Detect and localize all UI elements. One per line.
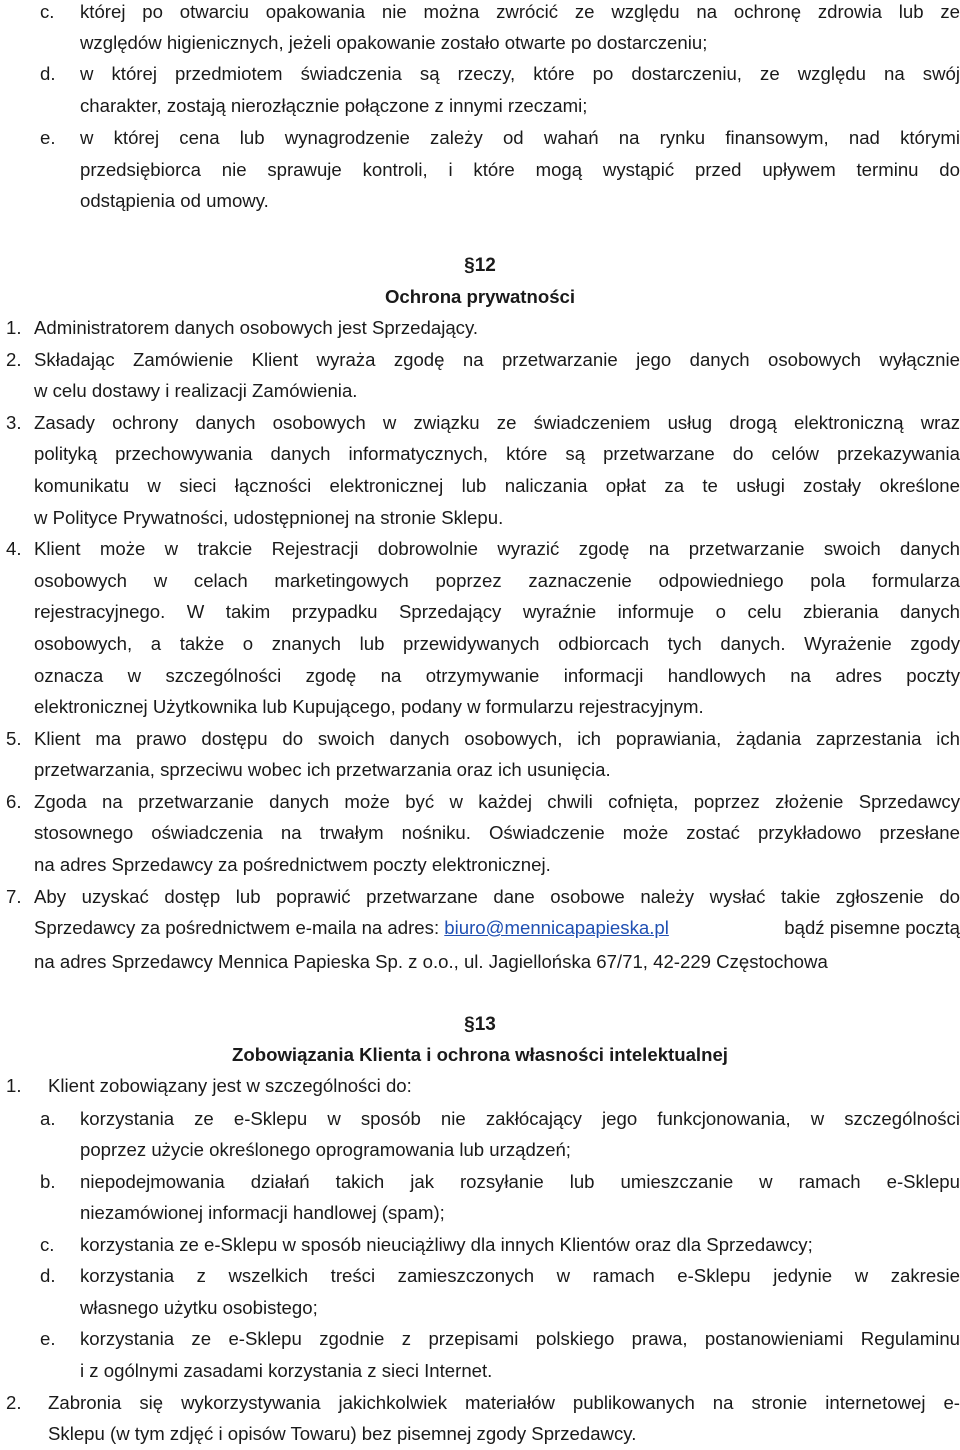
list-item-line: i z ogólnymi zasadami korzystania z sieci Internet. <box>80 1360 493 1381</box>
list-marker: 3. <box>6 412 22 433</box>
list-item-line: na adres Sprzedawcy za pośrednictwem poczty elektronicznej. <box>34 854 551 875</box>
list-item-line: przedsiębiorca nie sprawuje kontroli, i które mogą wystąpić przed upływem terminu do <box>80 159 960 180</box>
list-item-line: osobowych, a także o znanych lub przewidywanych odbiorcach tych danych. Wyrażenie zgody <box>34 633 960 654</box>
list-item-line: charakter, zostają nierozłącznie połączone z innymi rzeczami; <box>80 95 588 116</box>
list-item-line: odstąpienia od umowy. <box>80 190 269 211</box>
list-item-line: korzystania ze e-Sklepu w sposób nieuciążliwy dla innych Klientów oraz dla Sprzedawcy; <box>80 1234 813 1255</box>
list-marker: e. <box>40 1328 56 1349</box>
list-item-line: w której cena lub wynagrodzenie zależy od wahań na rynku finansowym, nad którymi <box>80 127 960 148</box>
list-marker: 4. <box>6 538 22 559</box>
list-item-line: na adres Sprzedawcy Mennica Papieska Sp. z o.o., ul. Jagiellońska 67/71, 42-229 Częstochowa <box>34 951 828 972</box>
list-item-line: przetwarzania, sprzeciwu wobec ich przetwarzania oraz ich usunięcia. <box>34 759 611 780</box>
list-marker: b. <box>40 1171 56 1192</box>
list-item-line <box>34 916 960 940</box>
list-item-line: korzystania ze e-Sklepu w sposób nie zakłócający jego funkcjonowania, w szczególności <box>80 1108 960 1129</box>
list-item-line: Zabronia się wykorzystywania jakichkolwiek materiałów publikowanych na stronie internetowej e- <box>48 1392 960 1413</box>
list-item-text: bądź pisemne pocztą <box>779 917 960 938</box>
list-marker: 1. <box>6 1075 22 1096</box>
list-item-line: korzystania z wszelkich treści zamieszczonych w ramach e-Sklepu jedynie w zakresie <box>80 1265 960 1286</box>
list-marker: c. <box>40 1234 55 1255</box>
list-marker: 1. <box>6 317 22 338</box>
list-marker: d. <box>40 63 56 84</box>
list-marker: a. <box>40 1108 56 1129</box>
list-item-line: Aby uzyskać dostęp lub poprawić przetwarzane dane osobowe należy wysłać takie zgłoszenie do <box>34 886 960 907</box>
email-link[interactable]: biuro@mennicapapieska.pl <box>444 917 669 938</box>
list-item-line: korzystania ze e-Sklepu zgodnie z przepisami polskiego prawa, postanowieniami Regulaminu <box>80 1328 960 1349</box>
list-item-line: Sklepu (w tym zdjęć i opisów Towaru) bez pisemnej zgody Sprzedawcy. <box>48 1423 637 1444</box>
section-title: Zobowiązania Klienta i ochrona własności intelektualnej <box>232 1044 728 1065</box>
list-marker: c. <box>40 1 55 22</box>
list-item-line: Administratorem danych osobowych jest Sprzedający. <box>34 317 479 338</box>
list-item-line: Zgoda na przetwarzanie danych może być w każdej chwili cofnięta, poprzez złożenie Sprzedawcy <box>34 791 960 812</box>
list-marker: 2. <box>6 349 22 370</box>
list-item-line: względów higienicznych, jeżeli opakowanie zostało otwarte po dostarczeniu; <box>80 32 708 53</box>
list-item-line: Składając Zamówienie Klient wyraża zgodę na przetwarzanie jego danych osobowych wyłącznie <box>34 349 960 370</box>
list-item-line: poprzez użycie określonego oprogramowania lub urządzeń; <box>80 1139 571 1160</box>
list-item-text: Sprzedawcy za pośrednictwem e-maila na adres: <box>34 917 445 938</box>
list-item-line: osobowych w celach marketingowych poprzez zaznaczenie odpowiedniego pola formularza <box>34 570 960 591</box>
list-item-line: Klient zobowiązany jest w szczególności do: <box>48 1075 412 1096</box>
list-item-line: własnego użytku osobistego; <box>80 1297 318 1318</box>
list-item-line: której po otwarciu opakowania nie można zwrócić ze względu na ochronę zdrowia lub ze <box>80 1 960 22</box>
list-item-line: Klient może w trakcie Rejestracji dobrowolnie wyrazić zgodę na przetwarzanie swoich danych <box>34 538 960 559</box>
list-item-line: komunikatu w sieci łączności elektronicznej lub naliczania opłat za te usługi zostały określone <box>34 475 960 496</box>
list-item-line: Zasady ochrony danych osobowych w związku ze świadczeniem usług drogą elektroniczną wraz <box>34 412 960 433</box>
list-item-line: niezamówionej informacji handlowej (spam); <box>80 1202 445 1223</box>
list-item-line: w celu dostawy i realizacji Zamówienia. <box>34 380 358 401</box>
list-marker: 5. <box>6 728 22 749</box>
list-item-line: elektronicznej Użytkownika lub Kupującego, podany w formularzu rejestracyjnym. <box>34 696 704 717</box>
list-item-line: rejestracyjnego. W takim przypadku Sprzedający wyraźnie informuje o celu zbierania danych <box>34 601 960 622</box>
section-number: §12 <box>464 255 496 276</box>
list-item-line: Klient ma prawo dostępu do swoich danych osobowych, ich poprawiania, żądania zaprzestania ich <box>34 728 960 749</box>
list-marker: d. <box>40 1265 56 1286</box>
list-item-line: niepodejmowania działań takich jak rozsyłanie lub umieszczanie w ramach e-Sklepu <box>80 1171 960 1192</box>
list-marker: 6. <box>6 791 22 812</box>
list-marker: 7. <box>6 886 22 907</box>
list-marker: 2. <box>6 1392 22 1413</box>
list-item-line: stosownego oświadczenia na trwałym nośniku. Oświadczenie może zostać przykładowo przesłane <box>34 822 960 843</box>
list-marker: e. <box>40 127 56 148</box>
list-item-line: w której przedmiotem świadczenia są rzeczy, które po dostarczeniu, ze względu na swój <box>80 63 960 84</box>
section-number: §13 <box>464 1014 496 1035</box>
list-item-line: w Polityce Prywatności, udostępnionej na stronie Sklepu. <box>34 507 504 528</box>
section-title: Ochrona prywatności <box>384 286 576 307</box>
list-item-line: polityką przechowywania danych informatycznych, które są przetwarzane do celów przekazywania <box>34 443 960 464</box>
list-item-line: oznacza w szczególności zgodę na otrzymywanie informacji handlowych na adres poczty <box>34 665 960 686</box>
